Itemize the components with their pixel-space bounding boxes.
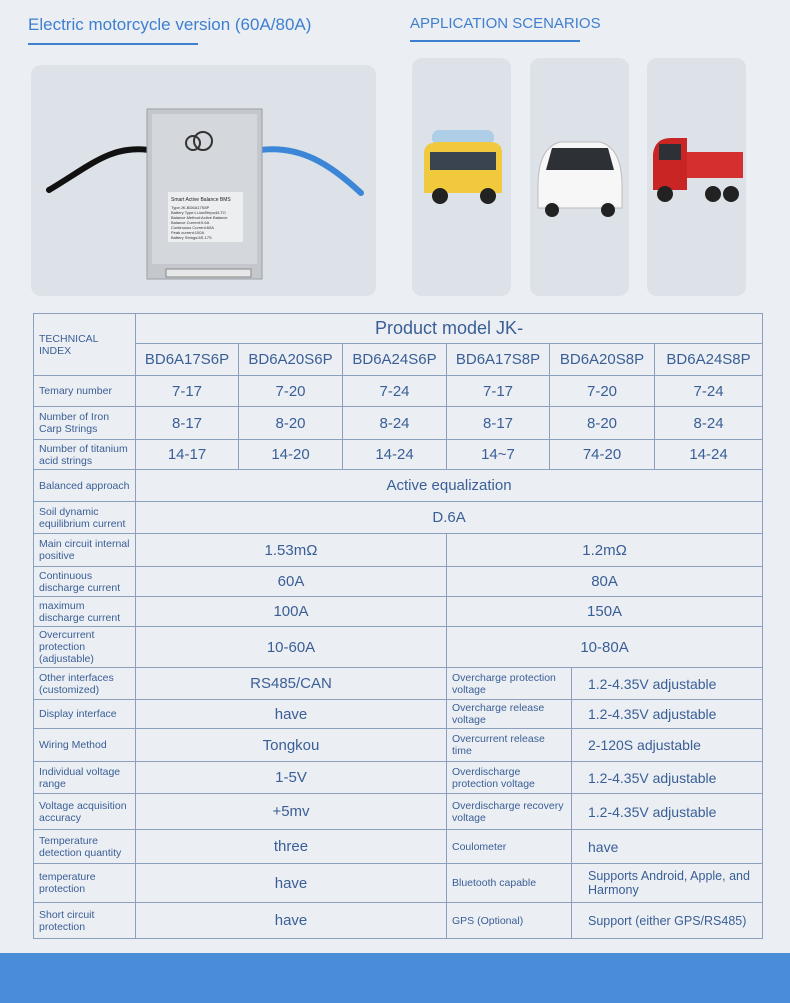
cell-value: 10-60A: [136, 627, 447, 668]
row-label: Continuous discharge current: [34, 567, 136, 597]
cell-value: 14-20: [239, 440, 343, 470]
product-heading: Electric motorcycle version (60A/80A): [28, 15, 311, 35]
board-title: Smart Active Balance BMS: [171, 197, 231, 203]
cell-value: D.6A: [136, 502, 763, 534]
cell-value: 14-17: [136, 440, 239, 470]
cell-value: 7-17: [447, 376, 550, 407]
cell-value: have: [136, 700, 447, 729]
model-name: BD6A17S8P: [447, 344, 550, 376]
row-label: Number of Iron Carp Strings: [34, 407, 136, 440]
scenario-camper-van: [412, 58, 511, 296]
row-label: Individual voltage range: [34, 762, 136, 794]
board-line: Battery Type:Li-ion/lifepo4/LTO: [171, 210, 226, 215]
board-line: Balance Method:Active Balance: [171, 215, 228, 220]
row-label: Coulometer: [447, 830, 572, 864]
row-label: Overcharge protection voltage: [447, 668, 572, 700]
cell-value: 1.53mΩ: [136, 534, 447, 567]
cell-value: 2-120S adjustable: [572, 729, 763, 762]
cell-value: 7-17: [136, 376, 239, 407]
row-label: Overdischarge protection voltage: [447, 762, 572, 794]
cell-value: 80A: [447, 567, 763, 597]
cell-value: Tongkou: [136, 729, 447, 762]
cell-value: 7-24: [343, 376, 447, 407]
cell-value: 7-20: [550, 376, 655, 407]
board-line: Type:JK-BD6A17S8P: [171, 205, 210, 210]
row-label: Main circuit internal positive: [34, 534, 136, 567]
model-name: BD6A17S6P: [136, 344, 239, 376]
row-label: Other interfaces (customized): [34, 668, 136, 700]
cell-value: 1.2-4.35V adjustable: [572, 668, 763, 700]
row-label: maximum discharge current: [34, 597, 136, 627]
row-label: Short circuit protection: [34, 903, 136, 939]
row-label: Balanced approach: [34, 470, 136, 502]
model-name: BD6A24S8P: [655, 344, 763, 376]
scenario-tricycle-truck: [647, 58, 746, 296]
cell-value: three: [136, 830, 447, 864]
row-label: Overcurrent release time: [447, 729, 572, 762]
cell-value: 1.2-4.35V adjustable: [572, 700, 763, 729]
technical-index-header: TECHNICAL INDEX: [34, 314, 136, 376]
cell-value: 1.2-4.35V adjustable: [572, 794, 763, 830]
cell-value: 150A: [447, 597, 763, 627]
row-label: Voltage acquisition accuracy: [34, 794, 136, 830]
cell-value: 14-24: [655, 440, 763, 470]
cell-value: Support (either GPS/RS485): [572, 903, 763, 939]
row-label: Overdischarge recovery voltage: [447, 794, 572, 830]
row-label: Number of titanium acid strings: [34, 440, 136, 470]
row-label: Soil dynamic equilibrium current: [34, 502, 136, 534]
board-line: Battery Strings:8S-17S: [171, 235, 212, 240]
cell-value: 14~7: [447, 440, 550, 470]
board-line: Continuous Current:60A: [171, 225, 214, 230]
model-name: BD6A20S6P: [239, 344, 343, 376]
row-label: Wiring Method: [34, 729, 136, 762]
row-label: Bluetooth capable: [447, 864, 572, 903]
cell-value: 8-17: [136, 407, 239, 440]
application-heading: APPLICATION SCENARIOS: [410, 15, 601, 32]
cell-value: 1.2mΩ: [447, 534, 763, 567]
cell-value: 8-24: [655, 407, 763, 440]
cell-value: 60A: [136, 567, 447, 597]
model-name: BD6A24S6P: [343, 344, 447, 376]
row-label: GPS (Optional): [447, 903, 572, 939]
board-line: Peak current:100A: [171, 230, 205, 235]
row-label: Display interface: [34, 700, 136, 729]
footer-band: [0, 953, 790, 1003]
row-label: Overcharge release voltage: [447, 700, 572, 729]
product-image: [31, 65, 376, 296]
product-model-header: Product model JK-: [136, 314, 763, 344]
row-label: temperature protection: [34, 864, 136, 903]
cell-value: have: [136, 903, 447, 939]
row-label: Temperature detection quantity: [34, 830, 136, 864]
cell-value: 1.2-4.35V adjustable: [572, 762, 763, 794]
cell-value: 14-24: [343, 440, 447, 470]
cell-value: 8-17: [447, 407, 550, 440]
row-label: Overcurrent protection (adjustable): [34, 627, 136, 668]
cell-value: 74-20: [550, 440, 655, 470]
cell-value: 100A: [136, 597, 447, 627]
cell-value: Active equalization: [136, 470, 763, 502]
row-label: Temary number: [34, 376, 136, 407]
cell-value: Supports Android, Apple, and Harmony: [572, 864, 763, 903]
cell-value: 8-20: [239, 407, 343, 440]
board-line: Balance Current:0.6A: [171, 220, 210, 225]
spec-table: [33, 313, 763, 939]
scenario-city-car: [530, 58, 629, 296]
cell-value: 8-24: [343, 407, 447, 440]
cell-value: have: [136, 864, 447, 903]
cell-value: RS485/CAN: [136, 668, 447, 700]
cell-value: have: [572, 830, 763, 864]
cell-value: 1-5V: [136, 762, 447, 794]
model-name: BD6A20S8P: [550, 344, 655, 376]
cell-value: 7-20: [239, 376, 343, 407]
cell-value: 7-24: [655, 376, 763, 407]
cell-value: +5mv: [136, 794, 447, 830]
cell-value: 8-20: [550, 407, 655, 440]
cell-value: 10-80A: [447, 627, 763, 668]
